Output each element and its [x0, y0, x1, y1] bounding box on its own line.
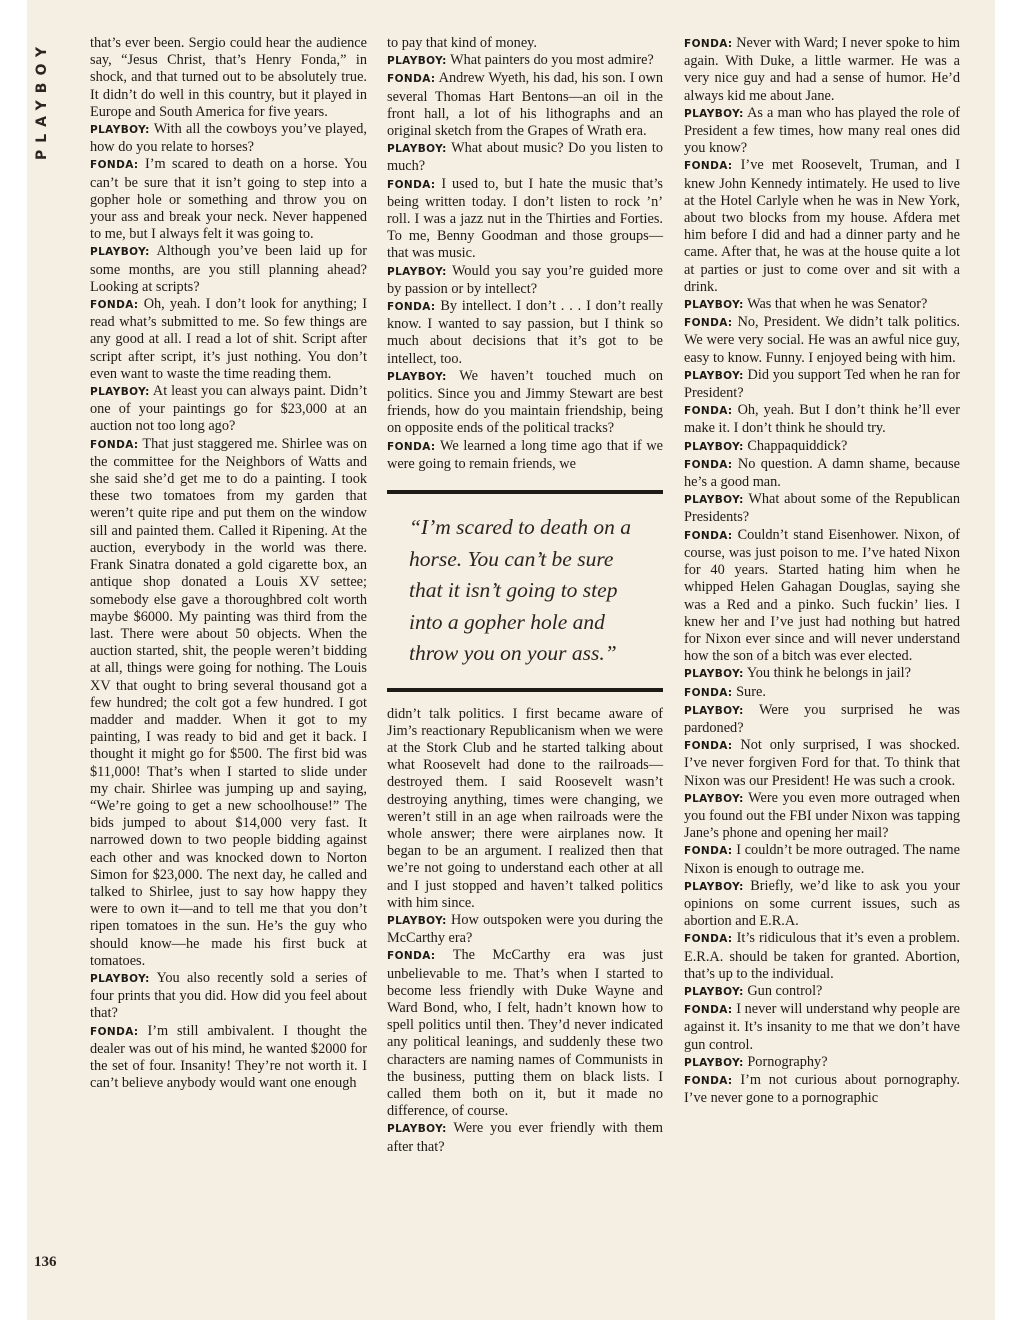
column-2-top [387, 35, 663, 473]
pull-quote: “I’m scared to death on a horse. You can’t be sure that it isn’t going to step into a gopher hole and throw you on your ass.” [387, 490, 663, 692]
interview-paragraph [387, 1120, 663, 1155]
paragraph-text: Oh, yeah. But I don’t think he’ll ever make it. I don’t think he should try. [684, 402, 960, 437]
interview-paragraph [90, 156, 367, 243]
paragraph-text: Oh, yeah. I don’t look for anything; I read what’s submitted to me. So few things are any good at all. I read a lot of shit. Script after script after script, it’s just nothing. You don’t even want to waste the time reading them. [90, 296, 367, 382]
interview-paragraph [684, 684, 960, 702]
magazine-side-logo: PLAYBOY [34, 40, 50, 161]
interview-paragraph [387, 912, 663, 947]
interview-paragraph [684, 527, 960, 666]
paragraph-text: Pornography? [747, 1053, 828, 1070]
speaker-label: FONDA: [387, 301, 436, 314]
interview-paragraph [387, 176, 663, 263]
paragraph-text: to pay that kind of money. [387, 35, 537, 51]
speaker-label: FONDA: [684, 740, 733, 753]
interview-paragraph [387, 52, 663, 70]
speaker-label: PLAYBOY: [387, 265, 447, 278]
speaker-label: PLAYBOY: [684, 107, 744, 120]
paragraph-text: How outspoken were you during the McCarthy era? [387, 912, 663, 947]
paragraph-text: I’ve met Roosevelt, Truman, and I knew John Kennedy intimately. He used to live at the Hotel Carlyle when he was in New York, about two blocks from my house. Afdera met him before I did and had a dinner party and he came. After that, he was at the house quite a lot at parties or just to come over and sit with a drink. [684, 157, 960, 295]
interview-paragraph [90, 243, 367, 296]
speaker-label: PLAYBOY: [684, 1056, 744, 1069]
paragraph-text: I’m still ambivalent. I thought the dealer was out of his mind, he wanted $2000 for the set of four. Insanity! They’re not worth it. I can’t believe anybody would want one enough [90, 1022, 367, 1092]
paragraph-text: With all the cowboys you’ve played, how do you relate to horses? [90, 121, 367, 156]
column-1 [90, 35, 367, 1092]
interview-paragraph [684, 157, 960, 296]
interview-paragraph [387, 35, 663, 52]
speaker-label: PLAYBOY: [684, 440, 744, 453]
paragraph-text: Although you’ve been laid up for some months, are you still planning ahead? Looking at scripts? [90, 243, 367, 295]
interview-paragraph [684, 702, 960, 737]
speaker-label: PLAYBOY: [684, 299, 744, 312]
paragraph-text: At least you can always paint. Didn’t one of your paintings go for $23,000 at an auction not too long ago? [90, 383, 367, 435]
paragraph-text: We learned a long time ago that if we were going to remain friends, we [387, 437, 663, 472]
paragraph-text: I’m not curious about pornography. I’ve never gone to a pornographic [684, 1071, 961, 1107]
interview-paragraph [684, 737, 960, 790]
speaker-label: PLAYBOY: [90, 972, 150, 985]
speaker-label: PLAYBOY: [684, 494, 744, 507]
speaker-label: PLAYBOY: [387, 143, 447, 156]
paragraph-text: I’m scared to death on a horse. You can’t be sure that it isn’t going to step into a gopher hole or something and throw you on your ass and break your neck. Never happened to me, but I always felt it was going to. [90, 156, 367, 243]
speaker-label: PLAYBOY: [387, 55, 447, 68]
paragraph-text: You also recently sold a series of four prints that you did. How did you feel about that? [90, 969, 367, 1022]
paragraph-text: that’s ever been. Sergio could hear the audience say, “Jesus Christ, that’s Henry Fonda,” in shock, and that turned out to be absolutely true. It didn’t do well in this country, but it played in Europe and South America for five years. [90, 35, 367, 120]
interview-paragraph [90, 296, 367, 383]
paragraph-text: Never with Ward; I never spoke to him again. With Duke, a little warmer. He was a very nice guy and had a sense of humor. He’d always kid me about Jane. [684, 35, 960, 104]
interview-paragraph [684, 402, 960, 437]
paragraph-text: Chappaquiddick? [747, 437, 848, 454]
paragraph-text: You think he belongs in jail? [746, 665, 911, 682]
interview-paragraph [684, 983, 960, 1001]
interview-paragraph [387, 368, 663, 438]
paragraph-text: Were you surprised he was pardoned? [684, 701, 960, 736]
speaker-label: FONDA: [684, 160, 733, 173]
interview-paragraph [90, 121, 367, 156]
interview-paragraph [387, 438, 663, 473]
column-2-bottom [387, 706, 663, 1156]
interview-paragraph [90, 383, 367, 436]
speaker-label: FONDA: [90, 299, 139, 312]
speaker-label: FONDA: [684, 529, 733, 542]
interview-paragraph [684, 491, 960, 526]
paragraph-text: The McCarthy era was just unbelievable to me. That’s when I started to become less friendly with Duke Wayne and Ward Bond, who, I felt, hadn’t known how to spell politics until then. They’d never indicated any political leanings, and suddenly these two characters are naming names of Communists in the business, putting them on black lists. I called them both on it, but it made no difference, of course. [387, 947, 663, 1120]
interview-paragraph [684, 1054, 960, 1072]
interview-paragraph [684, 842, 960, 877]
paragraph-text: What painters do you most admire? [450, 52, 654, 69]
interview-paragraph [684, 35, 960, 105]
interview-paragraph [684, 930, 960, 983]
speaker-label: FONDA: [90, 159, 139, 172]
paragraph-text: Were you ever friendly with them after that? [387, 1120, 663, 1155]
interview-paragraph [387, 298, 663, 368]
paragraph-text: Would you say you’re guided more by passion or by intellect? [387, 262, 663, 297]
paragraph-text: It’s ridiculous that it’s even a problem. E.R.A. should be taken for granted. Abortion, that’s up to the individual. [684, 930, 960, 982]
paragraph-text: Were you even more outraged when you found out the FBI under Nixon was tapping Jane’s phone and opening her mail? [684, 789, 960, 842]
interview-paragraph [90, 970, 367, 1023]
speaker-label: PLAYBOY: [387, 1123, 447, 1136]
interview-paragraph [684, 1001, 960, 1054]
speaker-label: FONDA: [684, 458, 733, 471]
speaker-label: PLAYBOY: [90, 386, 150, 399]
speaker-label: FONDA: [684, 933, 733, 946]
speaker-label: PLAYBOY: [684, 369, 744, 382]
paragraph-text: No question. A damn shame, because he’s a good man. [684, 455, 961, 491]
paragraph-text: What about music? Do you listen to much? [387, 140, 663, 175]
page-number: 136 [34, 1254, 57, 1270]
speaker-label: PLAYBOY: [684, 792, 744, 805]
speaker-label: PLAYBOY: [387, 370, 447, 383]
paragraph-text: Briefly, we’d like to ask you your opinions on some current issues, such as abortion and E.R.A. [684, 877, 960, 930]
speaker-label: PLAYBOY: [387, 915, 447, 928]
interview-paragraph [684, 1072, 960, 1107]
interview-paragraph [387, 70, 663, 140]
interview-paragraph [684, 665, 960, 683]
paragraph-text: Not only surprised, I was shocked. I’ve never forgiven Ford for that. To think that Nixon was our President! He was such a crook. [684, 737, 961, 789]
interview-paragraph [387, 140, 663, 175]
paragraph-text: I couldn’t be more outraged. The name Nixon is enough to outrage me. [684, 842, 961, 877]
speaker-label: FONDA: [684, 38, 733, 50]
paragraph-text: I used to, but I hate the music that’s being written today. I don’t listen to rock ’n’ roll. I was a jazz nut in the Thirties and Forties. To me, Benny Goodman and those groups—that was music. [387, 175, 663, 262]
speaker-label: FONDA: [90, 1025, 139, 1038]
speaker-label: PLAYBOY: [684, 880, 744, 893]
interview-paragraph [684, 105, 960, 158]
interview-paragraph [684, 878, 960, 931]
speaker-label: FONDA: [90, 438, 139, 451]
column-3 [684, 35, 960, 1107]
paragraph-text: I never will understand why people are against it. It’s insanity to me that we don’t have gun control. [684, 1001, 960, 1053]
interview-paragraph [90, 436, 367, 970]
interview-paragraph [90, 1023, 367, 1093]
interview-paragraph [684, 296, 960, 314]
paragraph-text: By intellect. I don’t . . . I don’t really know. I wanted to say passion, but I think so much about decisions that it’s got to be intellect, too. [387, 298, 663, 367]
speaker-label: PLAYBOY: [90, 246, 150, 259]
speaker-label: FONDA: [684, 1004, 733, 1017]
interview-paragraph [684, 314, 960, 367]
paragraph-text: Sure. [736, 683, 766, 700]
interview-paragraph [90, 35, 367, 121]
speaker-label: FONDA: [387, 73, 436, 86]
interview-paragraph [684, 438, 960, 456]
paragraph-text: Couldn’t stand Eisenhower. Nixon, of course, was just poison to me. I’ve hated Nixon for 40 years. Started hating him when he whipped Helen Gahagan Douglas, saying she was a Red and a pinko. Such fuckin’ lies. I knew her and I’ve just had nothing but hatred for Nixon ever since and will never understand how the son of a bitch was ever elected. [684, 526, 960, 665]
speaker-label: PLAYBOY: [90, 124, 150, 137]
interview-paragraph [684, 790, 960, 843]
speaker-label: FONDA: [684, 686, 733, 699]
speaker-label: FONDA: [684, 317, 733, 330]
speaker-label: FONDA: [387, 178, 436, 191]
interview-paragraph [387, 706, 663, 912]
paragraph-text: We haven’t touched much on politics. Since you and Jimmy Stewart are best friends, how do you maintain friendship, being on opposite ends of the political tracks? [387, 367, 663, 437]
interview-paragraph [684, 456, 960, 491]
paragraph-text: didn’t talk politics. I first became aware of Jim’s reactionary Republicanism when we were at the Stork Club and he started talking about what Roosevelt had done to the railroads—destroyed them. I said Roosevelt wasn’t destroying anything, times were changing, we weren’t still in an age when railroads were the whole answer; there were airplanes now. It began to be an argument. I realized then that we’re not going to understand each other at all and I just stopped and haven’t talked politics with him since. [387, 705, 663, 911]
speaker-label: FONDA: [387, 950, 436, 963]
interview-paragraph [387, 947, 663, 1120]
speaker-label: FONDA: [684, 405, 733, 418]
paragraph-text: Gun control? [747, 982, 823, 999]
paragraph-text: Was that when he was Senator? [747, 296, 928, 313]
speaker-label: FONDA: [684, 845, 733, 858]
speaker-label: FONDA: [684, 1074, 733, 1087]
paragraph-text: What about some of the Republican Presidents? [684, 491, 960, 526]
paragraph-text: As a man who has played the role of President a few times, how many real ones did you know? [684, 104, 960, 157]
paragraph-text: That just staggered me. Shirlee was on the committee for the Neighbors of Watts and she said she’d get me to do a painting. I took these two tomatoes from my garden that weren’t quite ripe and put them on the window sill and painted them. Called it Ripening. At the auction, everybody in the world was there. Frank Sinatra donated a gold cigarette box, an antique shop donated a Louis XV settee; somebody else gave a thoroughbred colt worth maybe $6000. My painting was third from the last. There were about 50 objects. When the auction started, shit, the people weren’t bidding at all, things were going for nothing. The Louis XV that ought to bring several thousand got a few hundred; the colt got a few hundred. I got madder and madder. When it got to my painting, I was ready to bid and get it back. I thought it might go for $500. The first bid was $11,000! That’s when I started to slide under my chair. Shirlee was jumping up and saying, “We’re going to get a new schoolhouse!” The bids jumped to about $14,000 very fast. It narrowed down to two people bidding against each other and was knocked down to Norton Simon for $23,000. The next day, he called and talked to Shirlee, just to say how happy they were to own it—and to tell me that you don’t ripen tomatoes in the sun. He’s the guy who should know—he made his first buck at tomatoes. [90, 435, 367, 969]
paragraph-text: Andrew Wyeth, his dad, his son. I own several Thomas Hart Bentons—an oil in the front hall, a lot of his lithographs and an original sketch from the Grapes of Wrath era. [387, 70, 663, 140]
speaker-label: FONDA: [387, 440, 436, 453]
interview-paragraph [684, 367, 960, 402]
speaker-label: PLAYBOY: [684, 668, 744, 681]
interview-paragraph [387, 263, 663, 298]
speaker-label: PLAYBOY: [684, 704, 744, 717]
speaker-label: PLAYBOY: [684, 985, 744, 998]
paragraph-text: Did you support Ted when he ran for President? [684, 366, 960, 402]
column-2 [387, 35, 663, 1156]
paragraph-text: No, President. We didn’t talk politics. We were very social. He was an awful nice guy, easy to know. Funny. I enjoyed being with him. [684, 314, 961, 366]
